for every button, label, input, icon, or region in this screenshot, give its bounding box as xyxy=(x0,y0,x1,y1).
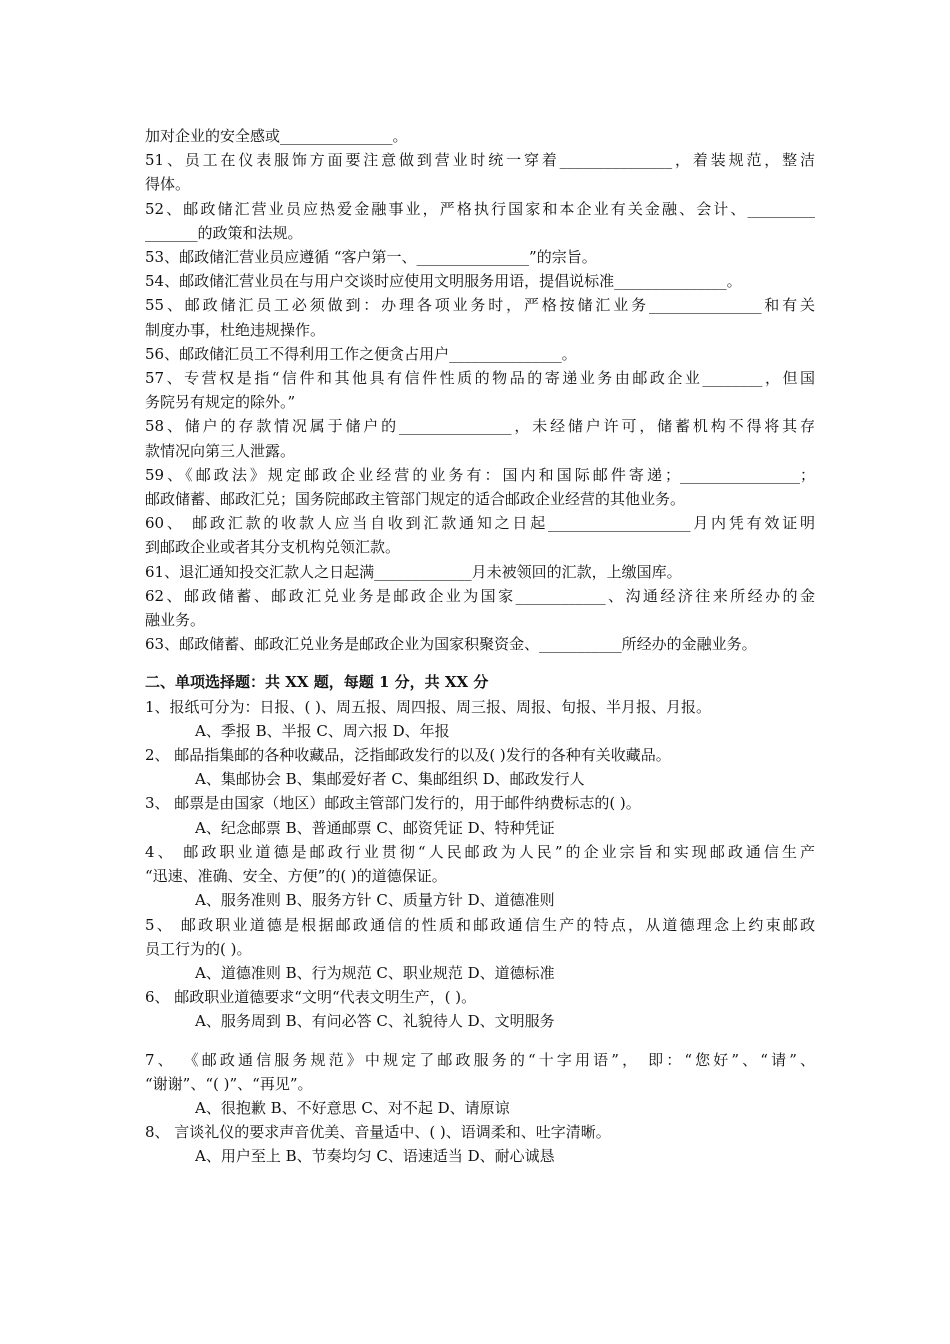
question-54: 54、邮政储汇营业员在与用户交谈时应使用文明服务用语，提倡说标准_______________。 xyxy=(145,272,742,291)
mc-question-3 xyxy=(145,791,815,839)
question-60-line-1: 60、 邮政汇款的收款人应当自收到汇款通知之日起___________________月内凭有效证明 xyxy=(145,514,815,533)
question-60-line-2: 到邮政企业或者其分支机构兑领汇款。 xyxy=(145,538,401,557)
mc-question-options: A、用户至上 B、节奏均匀 C、语速适当 D、耐心诚恳 xyxy=(195,1147,555,1166)
paragraph-gap xyxy=(145,1034,815,1048)
question-52 xyxy=(145,197,815,245)
mc-question-stem: 3、 邮票是由国家（地区）邮政主管部门发行的，用于邮件纳费标志的( )。 xyxy=(145,794,641,813)
question-63: 63、邮政储蓄、邮政汇兑业务是邮政企业为国家积聚资金、___________所经办的金融业务。 xyxy=(145,635,757,654)
question-53: 53、邮政储汇营业员应遵循 “客户第一、_______________”的宗旨。 xyxy=(145,248,597,267)
question-62-line-1: 62、邮政储蓄、邮政汇兑业务是邮政企业为国家____________、沟通经济往来所经办的金 xyxy=(145,586,815,605)
mc-question-stem: 4、 邮政职业道德是邮政行业贯彻“人民邮政为人民”的企业宗旨和实现邮政通信生产 xyxy=(145,842,815,861)
mc-question-options: A、服务周到 B、有问必答 C、礼貌待人 D、文明服务 xyxy=(195,1012,555,1031)
mc-question-options: A、道德准则 B、行为规范 C、职业规范 D、道德标准 xyxy=(195,963,555,982)
question-62-line-2: 融业务。 xyxy=(145,611,206,630)
question-58-line-1: 58、储户的存款情况属于储户的_______________，未经储户许可，储蓄机构不得将其存 xyxy=(145,417,815,436)
question-55 xyxy=(145,293,815,341)
section-heading: 二、单项选择题：共 XX 题，每题 1 分，共 XX 分 xyxy=(145,673,489,692)
question-56: 56、邮政储汇员工不得利用工作之便贪占用户_______________。 xyxy=(145,344,577,363)
question-51-line-1: 51、员工在仪表服饰方面要注意做到营业时统一穿着_______________，着装规范，整洁 xyxy=(145,151,815,170)
mc-question-stem: 8、 言谈礼仪的要求声音优美、音量适中、( )、语调柔和、吐字清晰。 xyxy=(145,1123,611,1142)
mc-question-2 xyxy=(145,743,815,791)
mc-question-options: A、纪念邮票 B、普通邮票 C、邮资凭证 D、特种凭证 xyxy=(195,818,555,837)
question-57 xyxy=(145,366,815,414)
mc-question-8 xyxy=(145,1120,815,1168)
mc-question-1 xyxy=(145,695,815,743)
question-52-line-2: _______的政策和法规。 xyxy=(145,223,303,242)
page-content xyxy=(145,124,815,1169)
question-55-line-1: 55、邮政储汇员工必须做到：办理各项业务时，严格按储汇业务_______________和有关 xyxy=(145,296,815,315)
question-57-line-2: 务院另有规定的除外。” xyxy=(145,393,296,412)
question-59-line-2: 邮政储蓄、邮政汇兑；国务院邮政主管部门规定的适合邮政企业经营的其他业务。 xyxy=(145,490,686,509)
mc-question-stem: 1、报纸可分为：日报、( )、周五报、周四报、周三报、周报、旬报、半月报、月报。 xyxy=(145,697,712,716)
mc-question-options: A、很抱歉 B、不好意思 C、对不起 D、请原谅 xyxy=(195,1098,510,1117)
question-55-line-2: 制度办事，杜绝违规操作。 xyxy=(145,320,326,339)
mc-question-options: A、季报 B、半报 C、周六报 D、年报 xyxy=(195,721,450,740)
question-50-continuation: 加对企业的安全感或_______________。 xyxy=(145,127,408,145)
question-58 xyxy=(145,414,815,462)
question-52-line-1: 52、邮政储汇营业员应热爱金融事业，严格执行国家和本企业有关金融、会计、_________ xyxy=(145,199,815,218)
mc-question-stem: 7、 《邮政通信服务规范》中规定了邮政服务的“十字用语”， 即：“您好”、“请”、 xyxy=(145,1050,815,1069)
mc-question-stem-continued: “谢谢”、“( )”、“再见”。 xyxy=(145,1074,313,1093)
mc-question-stem: 6、 邮政职业道德要求“文明“代表文明生产，( )。 xyxy=(145,988,477,1007)
mc-question-stem: 2、 邮品指集邮的各种收藏品，泛指邮政发行的以及( )发行的各种有关收藏品。 xyxy=(145,746,671,765)
question-60 xyxy=(145,511,815,559)
mc-question-stem-continued: 员工行为的( )。 xyxy=(145,939,252,958)
question-61: 61、退汇通知投交汇款人之日起满_____________月未被领回的汇款，上缴国库。 xyxy=(145,562,682,581)
question-58-line-2: 款情况向第三人泄露。 xyxy=(145,441,296,460)
mc-question-stem: 5、 邮政职业道德是根据邮政通信的性质和邮政通信生产的特点，从道德理念上约束邮政 xyxy=(145,915,815,934)
mc-question-7 xyxy=(145,1048,815,1121)
mc-question-options: A、集邮协会 B、集邮爱好者 C、集邮组织 D、邮政发行人 xyxy=(195,770,585,789)
mc-question-5 xyxy=(145,913,815,986)
question-57-line-1: 57、专营权是指“信件和其他具有信件性质的物品的寄递业务由邮政企业________，但国 xyxy=(145,369,815,388)
question-51-line-2: 得体。 xyxy=(145,175,191,194)
question-59-line-1: 59、《邮政法》规定邮政企业经营的业务有：国内和国际邮件寄递；________________； xyxy=(145,465,815,484)
mc-question-options: A、服务准则 B、服务方针 C、质量方针 D、道德准则 xyxy=(195,891,555,910)
question-51 xyxy=(145,148,815,196)
mc-question-stem-continued: “迅速、准确、安全、方便”的( )的道德保证。 xyxy=(145,867,447,886)
question-59 xyxy=(145,463,815,511)
mc-question-4 xyxy=(145,840,815,913)
question-62 xyxy=(145,584,815,632)
mc-question-6 xyxy=(145,985,815,1033)
